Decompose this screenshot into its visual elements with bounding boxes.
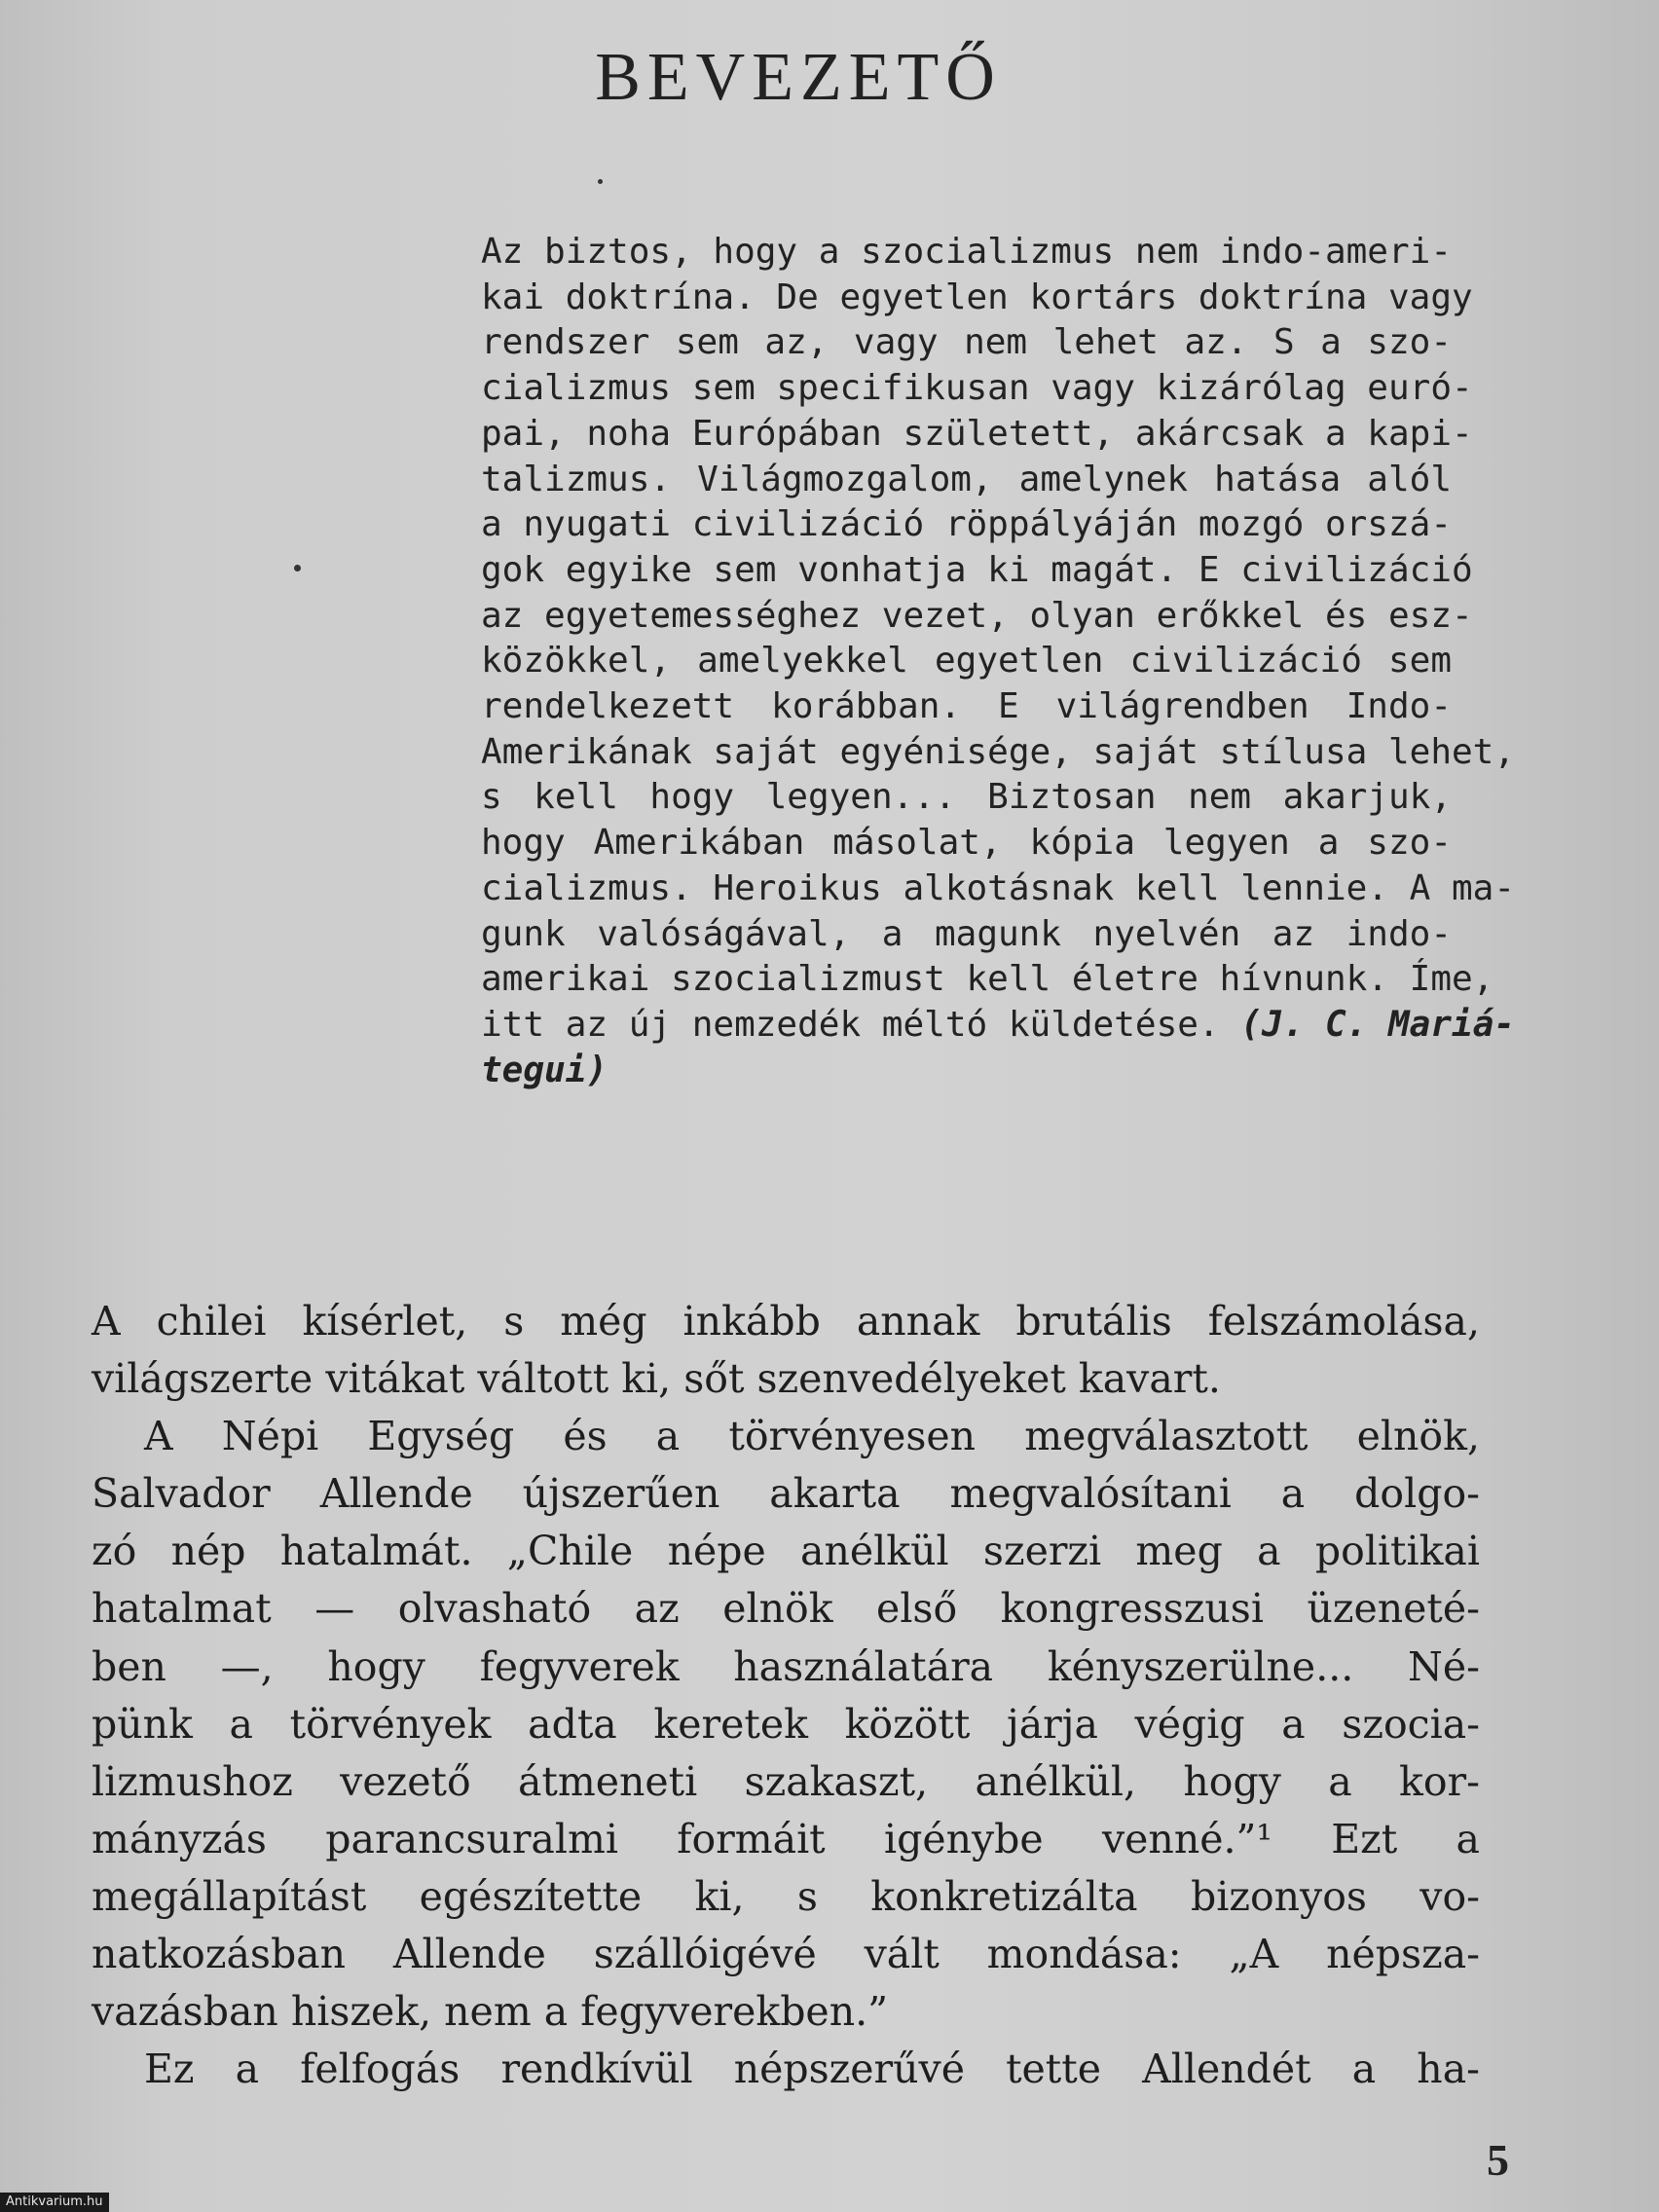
epigraph-author-continued [481, 1049, 1452, 1094]
body-line: Salvador Allende újszerűen akarta megvalósítani a dolgo- [92, 1470, 1480, 1518]
body-line: világszerte vitákat váltott ki, sőt szenvedélyeket kavart. [92, 1355, 1221, 1403]
body-line: zó nép hatalmát. „Chile népe anélkül szerzi meg a politikai [92, 1528, 1480, 1575]
body-line: lizmushoz vezető átmeneti szakaszt, anélkül, hogy a kor- [92, 1757, 1480, 1805]
epigraph-line: gunk valóságával, a magunk nyelvén az indo- [481, 913, 1452, 954]
body-line: natkozásban Allende szállóigévé vált mondása: „A népsza- [92, 1931, 1480, 1978]
epigraph-quote [481, 230, 1516, 1093]
epigraph-line: s kell hogy legyen... Biztosan nem akarjuk, [481, 777, 1452, 818]
epigraph-line: cializmus sem specifikusan vagy kizárólag euró- [481, 368, 1473, 409]
epigraph-line: pai, noha Európában született, akárcsak a kapi- [481, 413, 1473, 454]
body-line: vazásban hiszek, nem a fegyverekben.” [92, 1988, 889, 2036]
body-line: A chilei kísérlet, s még inkább annak brutális felszámolása, [92, 1298, 1480, 1345]
chapter-title: BEVEZETŐ [595, 40, 1002, 115]
epigraph-line: az egyetemességhez vezet, olyan erőkkel és esz- [481, 595, 1473, 636]
epigraph-line: cializmus. Heroikus alkotásnak kell lennie. A ma- [481, 867, 1516, 908]
body-text [92, 1293, 1480, 2098]
epigraph-author-end: tegui) [481, 1050, 608, 1090]
page-number: 5 [1487, 2135, 1509, 2185]
ink-speck [294, 565, 301, 571]
epigraph-line: hogy Amerikában másolat, kópia legyen a szo- [481, 823, 1452, 864]
epigraph-line: rendelkezett korábban. E világrendben Indo- [481, 686, 1452, 727]
epigraph-line-with-author [481, 1003, 1516, 1049]
epigraph-line: gok egyike sem vonhatja ki magát. E civilizáció [481, 549, 1473, 590]
body-line: ben —, hogy fegyverek használatára kényszerülne... Né- [92, 1642, 1480, 1690]
epigraph-line: talizmus. Világmozgalom, amelynek hatása alól [481, 459, 1452, 499]
epigraph-line: közökkel, amelyekkel egyetlen civilizáció sem [481, 641, 1452, 682]
body-line: hatalmat — olvasható az elnök első kongresszusi üzeneté- [92, 1585, 1480, 1633]
epigraph-line: Amerikának saját egyénisége, saját stílusa lehet, [481, 731, 1516, 772]
epigraph-line: kai doktrína. De egyetlen kortárs doktrína vagy [481, 276, 1473, 317]
ink-speck [598, 179, 603, 184]
watermark: Antikvarium.hu [0, 2193, 109, 2212]
epigraph-line: rendszer sem az, vagy nem lehet az. S a szo- [481, 322, 1452, 363]
body-line: mányzás parancsuralmi formáit igénybe venné.”¹ Ezt a [92, 1815, 1480, 1862]
epigraph-line: amerikai szocializmust kell életre hívnunk. Íme, [481, 959, 1494, 1000]
body-line: Ez a felfogás rendkívül népszerűvé tette Allendét a ha- [144, 2046, 1480, 2093]
body-line: A Népi Egység és a törvényesen megválasztott elnök, [144, 1413, 1480, 1460]
epigraph-line: Az biztos, hogy a szocializmus nem indo-ameri- [481, 232, 1452, 272]
epigraph-line: a nyugati civilizáció röppályáján mozgó orszá- [481, 504, 1452, 545]
epigraph-text-end: itt az új nemzedék méltó küldetése. [481, 1004, 1220, 1045]
body-line: pünk a törvények adta keretek között járja végig a szocia- [92, 1700, 1480, 1748]
body-line: megállapítást egészítette ki, s konkretizálta bizonyos vo- [92, 1872, 1480, 1920]
epigraph-author: (J. C. Mariá- [1240, 1004, 1516, 1045]
